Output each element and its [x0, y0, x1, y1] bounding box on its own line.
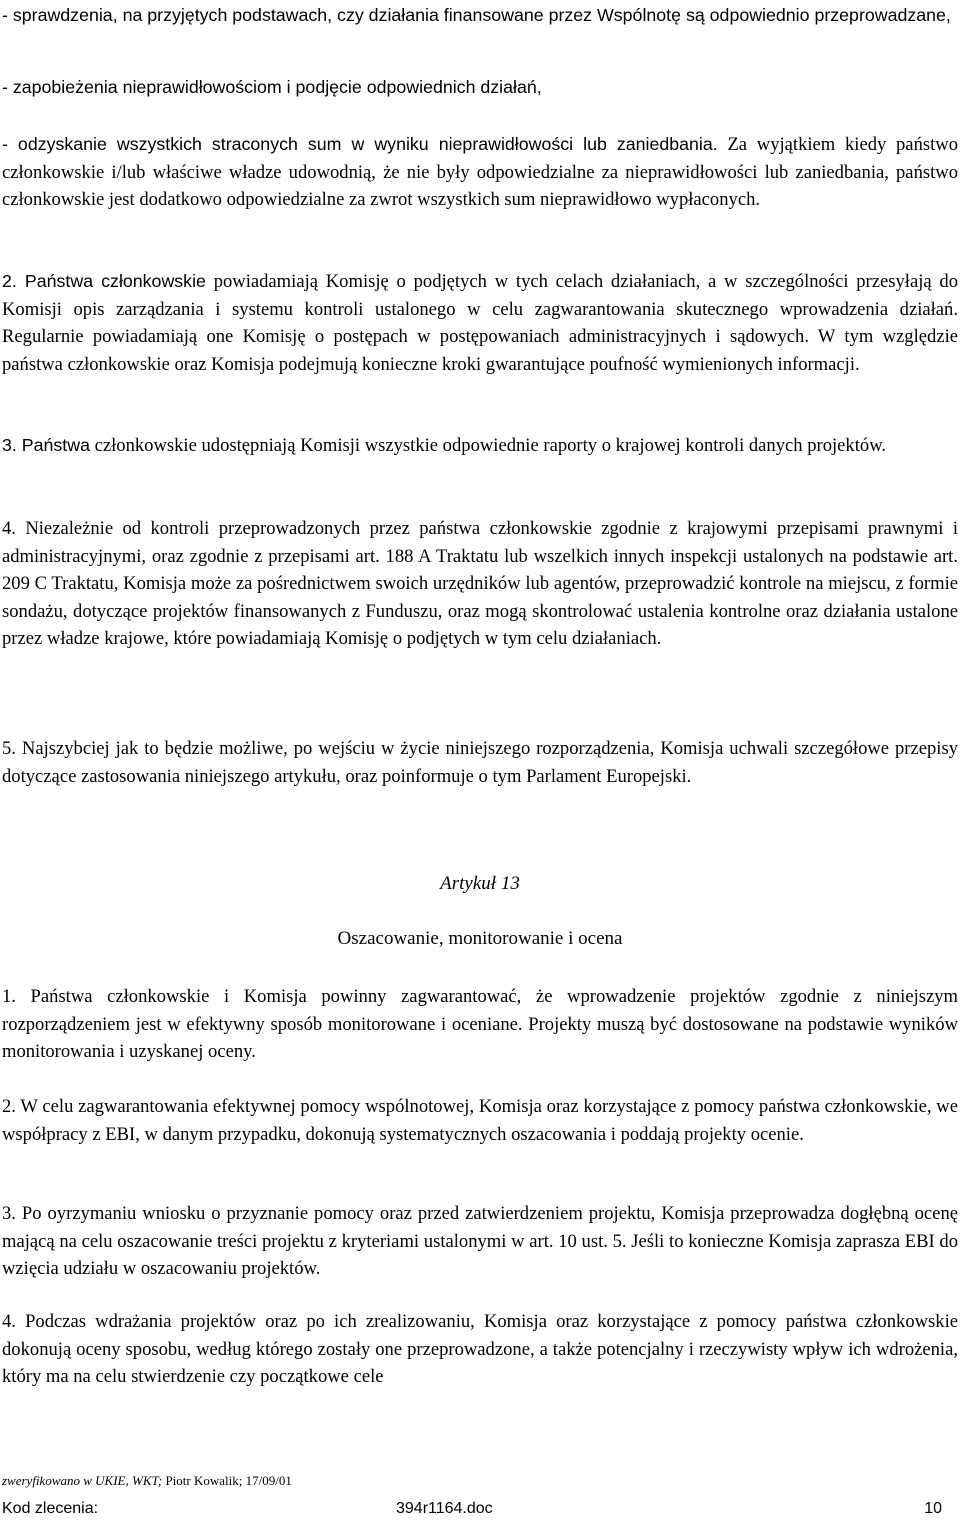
paragraph-2-lead: 2. Państwa członkowskie [2, 271, 206, 291]
page-footer [0, 1500, 960, 1522]
document-name: 394r1164.doc [396, 1500, 493, 1517]
intro-text-3-cont: Za wyjątkiem kiedy państwo członkowskie i/lub właściwe władze udowodnią, że nie były odpowiedzialne za nieprawidłowości lub zaniedbania, państwo członkowskie jest dodatkowo odpowiedzialne za zwrot wszystkich sum nieprawidłowo wypłaconych. [2, 134, 958, 211]
intro-item-3 [2, 131, 958, 214]
art13-paragraph-1 [2, 983, 958, 1066]
verification-rest: Piotr Kowalik; 17/09/01 [162, 1473, 292, 1488]
paragraph-3-text [2, 432, 958, 460]
verification-note [2, 1473, 292, 1489]
article-title: Artykuł 13 [440, 873, 520, 894]
intro-paragraph-3 [2, 131, 958, 214]
intro-text-3: - odzyskanie wszystkich straconych sum w wyniku nieprawidłowości lub zaniedbania. [2, 134, 718, 154]
paragraph-3-rest: członkowskie udostępniają Komisji wszystkie odpowiednie raporty o krajowej kontroli danych projektów. [89, 435, 887, 456]
paragraph-2-rest: powiadamiają Komisję o podjętych w tych celach działaniach, a w szczególności przesyłają do Komisji opis zarządzania i systemu kontroli ustalonego w celu zagwarantowania skutecznego wprowadzenia działań. Regularnie powiadamiają one Komisję o postępach w postępowaniach administracyjnych i sądowych. W tym względzie państwa członkowskie oraz Komisja podejmują konieczne kroki gwarantujące poufność wymienionych informacji. [2, 271, 958, 375]
art13-paragraph-2 [2, 1093, 958, 1148]
paragraph-2-text [2, 268, 958, 378]
article-subtitle: Oszacowanie, monitorowanie i ocena [337, 928, 623, 949]
paragraph-4 [2, 515, 958, 653]
paragraph-5 [2, 735, 958, 790]
order-label: Kod zlecenia: [2, 1500, 99, 1517]
art13-paragraph-1-text: 1. Państwa członkowskie i Komisja powinny zagwarantować, że wprowadzenie projektów zgodnie z niniejszym rozporządzeniem jest w efektywny sposób monitorowane i oceniane. Projekty muszą być dostosowane na podstawie wyników monitorowania i uzyskanej oceny. [2, 986, 958, 1063]
art13-paragraph-3 [2, 1200, 958, 1283]
verification-italic: zweryfikowano w UKIE, WKT; [2, 1473, 163, 1488]
intro-item-2 [2, 74, 958, 102]
art13-paragraph-2-text: 2. W celu zagwarantowania efektywnej pomocy wspólnotowej, Komisja oraz korzystające z pomocy państwa członkowskie, we współpracy z EBI, w danym przypadku, dokonują systematycznych oszacowania i poddają projekty ocenie. [2, 1096, 958, 1145]
intro-item-1 [2, 2, 958, 30]
art13-paragraph-4 [2, 1308, 958, 1391]
art13-paragraph-3-text: 3. Po oyrzymaniu wniosku o przyznanie pomocy oraz przed zatwierdzeniem projektu, Komisja przeprowadza dogłębną ocenę mającą na celu oszacowanie treści projektu z kryteriami ustalonymi w art. 10 ust. 5. Jeśli to konieczne Komisja zaprasza EBI do wzięcia udziału w oszacowaniu projektów. [2, 1203, 958, 1280]
intro-text-2: - zapobieżenia nieprawidłowościom i podjęcie odpowiednich działań, [2, 77, 542, 97]
paragraph-5-text: 5. Najszybciej jak to będzie możliwe, po wejściu w życie niniejszego rozporządzenia, Komisja uchwali szczegółowe przepisy dotyczące zastosowania niniejszego artykułu, oraz poinformuje o tym Parlament Europejski. [2, 738, 958, 787]
paragraph-4-text: 4. Niezależnie od kontroli przeprowadzonych przez państwa członkowskie zgodnie z krajowymi przepisami prawnymi i administracyjnymi, oraz zgodnie z przepisami art. 188 A Traktatu lub wszelkich innych inspekcji ustalonych na podstawie art. 209 C Traktatu, Komisja może za pośrednictwem swoich urzędników lub agentów, przeprowadzić kontrole na miejscu, z formie sondażu, dotyczące projektów finansowanych z Funduszu, oraz mogą skontrolować ustalenia kontrolne oraz działania ustalone przez władze krajowe, które powiadamiają Komisję o podjętych w tym celu działaniach. [2, 518, 958, 650]
paragraph-3 [2, 432, 958, 460]
intro-text-1: - sprawdzenia, na przyjętych podstawach, czy działania finansowane przez Wspólnotę są odpowiednio przeprowadzane, [2, 5, 951, 25]
paragraph-3-lead: 3. Państwa [2, 435, 90, 455]
art13-paragraph-4-text: 4. Podczas wdrażania projektów oraz po ich zrealizowaniu, Komisja oraz korzystające z pomocy państwa członkowskie dokonują oceny sposobu, według którego zostały one przeprowadzone, a także potencjalny i rzeczywisty wpływ ich wdrożenia, który ma na celu stwierdzenie czy początkowe cele [2, 1311, 958, 1388]
paragraph-2 [2, 268, 958, 378]
page-number: 10 [924, 1500, 942, 1517]
